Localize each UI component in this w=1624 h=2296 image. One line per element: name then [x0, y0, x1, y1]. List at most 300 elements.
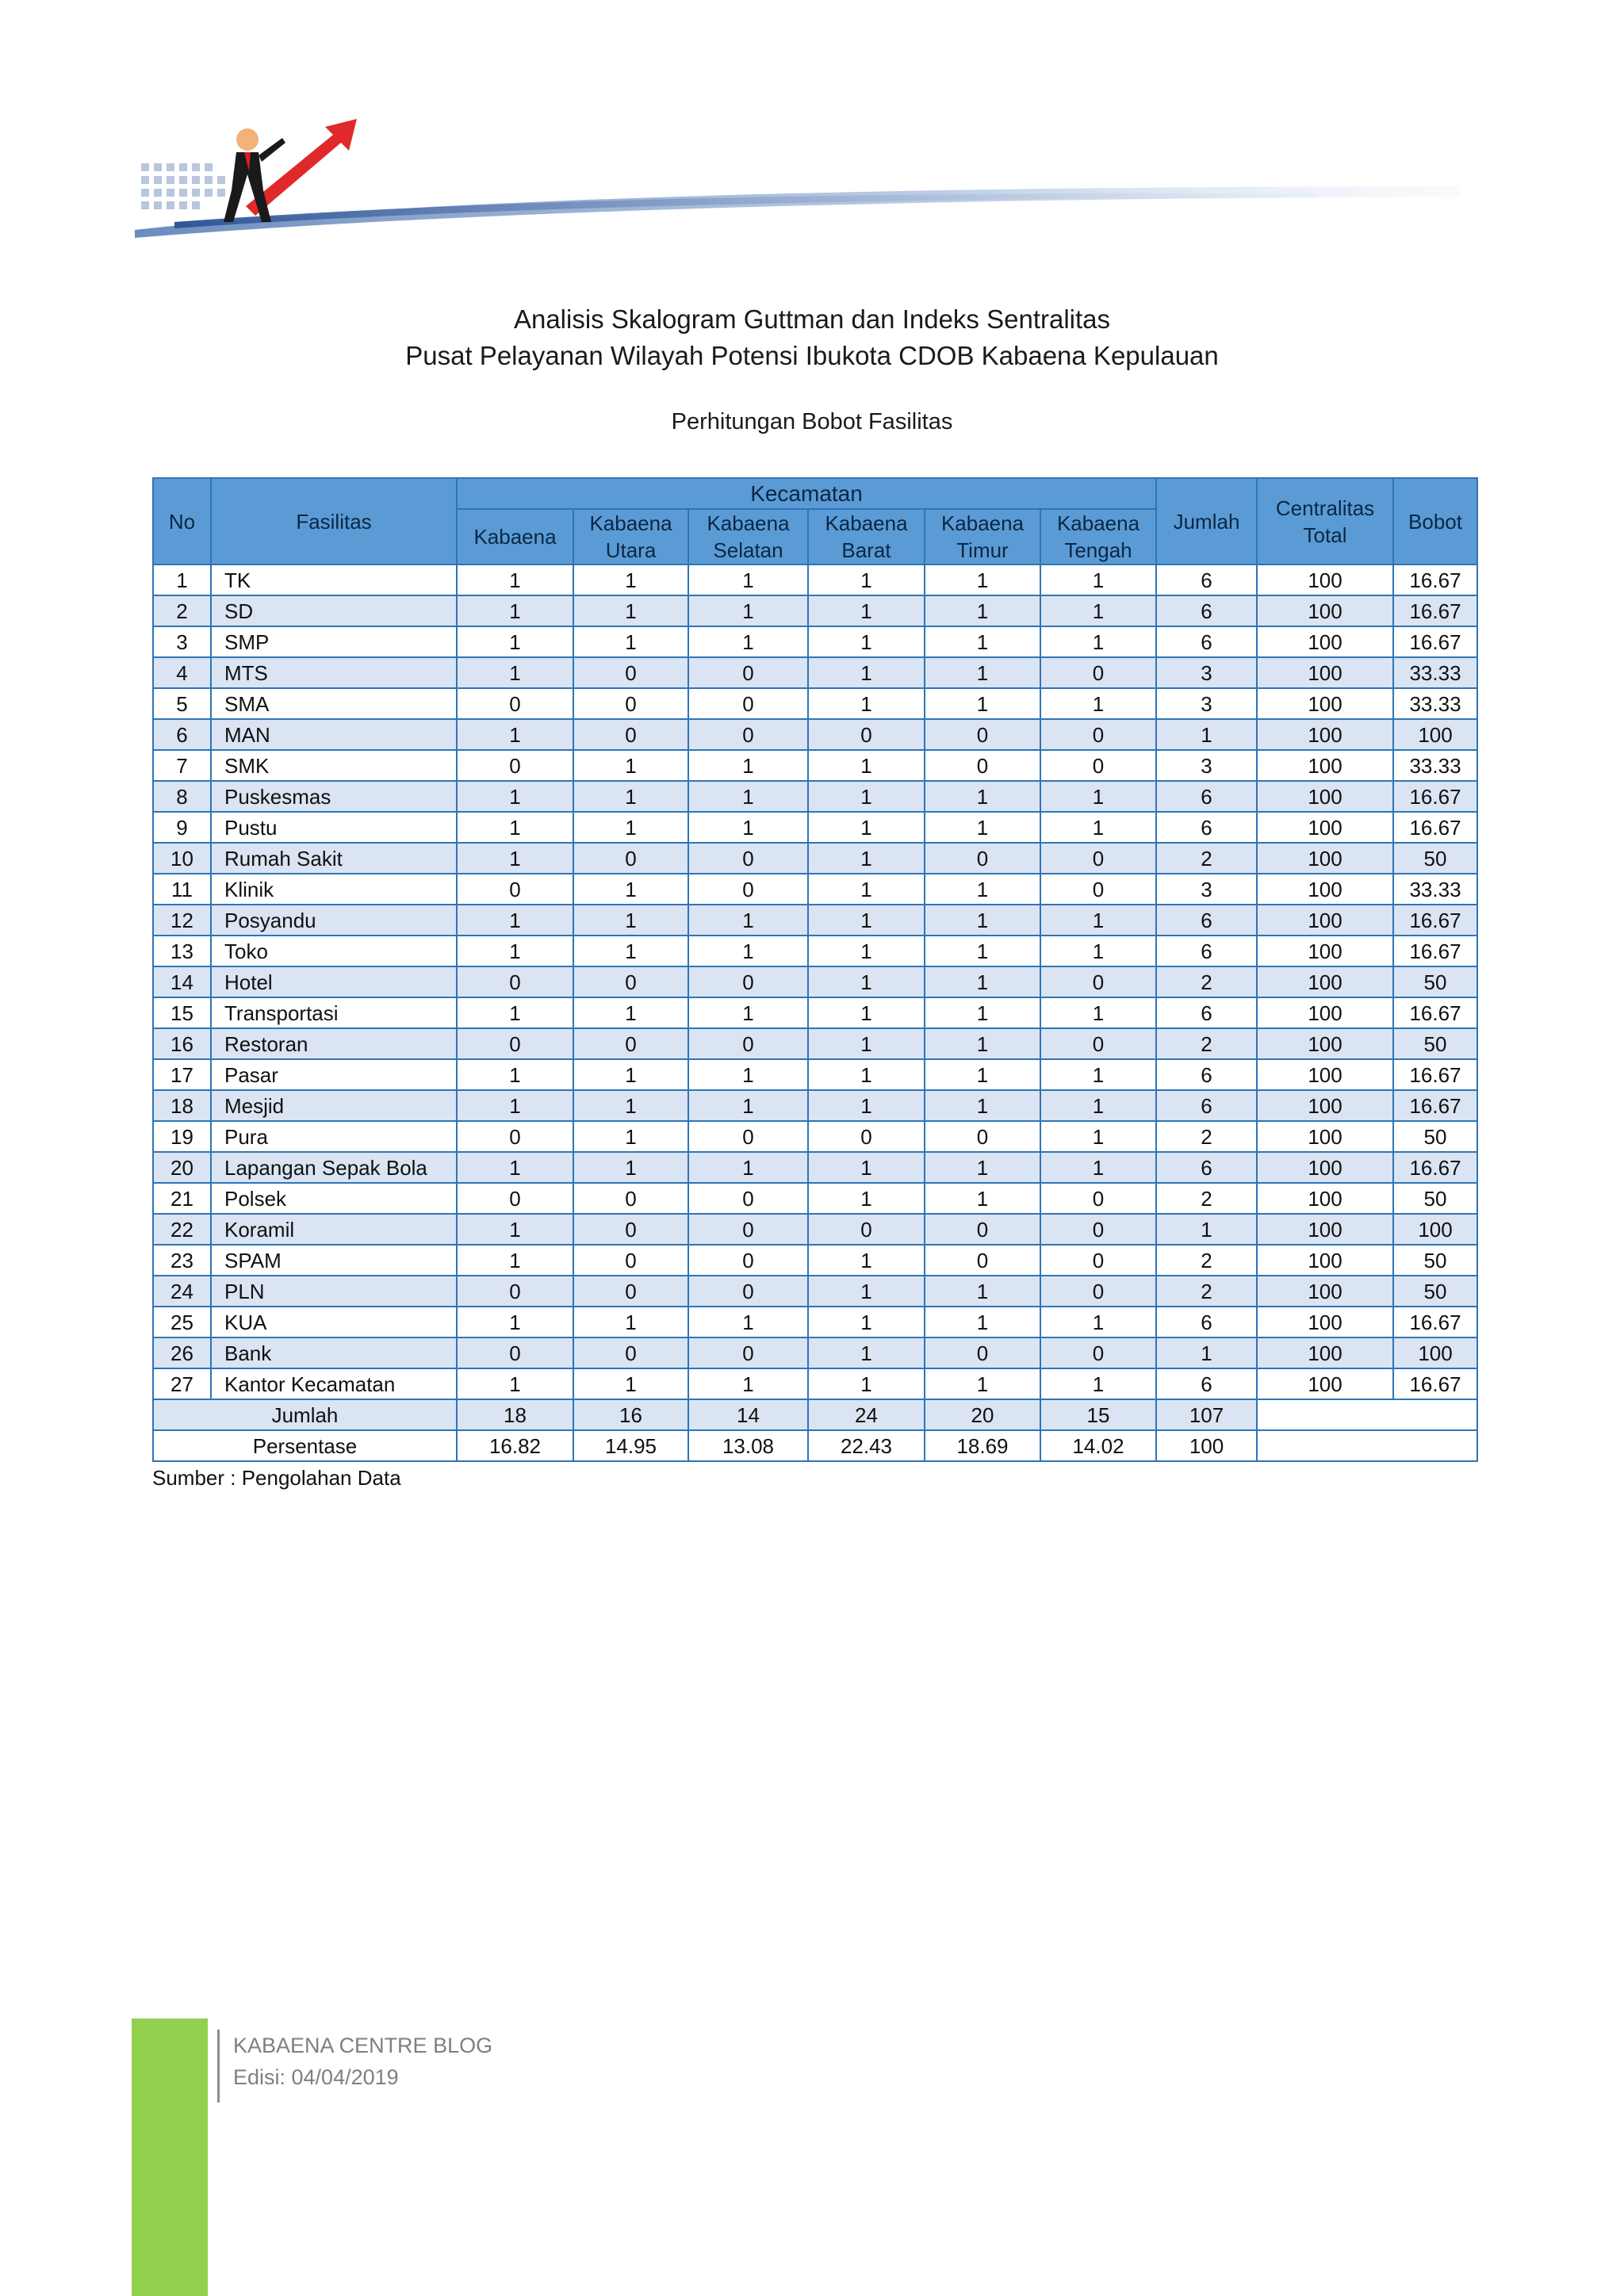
cell-jumlah: 3 [1156, 657, 1257, 688]
header-district: Kabaena Selatan [688, 509, 808, 564]
cell-district-value: 0 [925, 1337, 1040, 1368]
cell-district-value: 1 [573, 1368, 688, 1399]
table-row [153, 1245, 1477, 1276]
header-district: Kabaena Utara [573, 509, 688, 564]
cell-district-value: 1 [925, 564, 1040, 595]
cell-district-value: 1 [457, 1245, 573, 1276]
table-row [153, 688, 1477, 719]
cell-jumlah: 2 [1156, 1245, 1257, 1276]
cell-bobot: 16.67 [1393, 595, 1477, 626]
cell-district-value: 1 [925, 936, 1040, 966]
cell-no: 21 [153, 1183, 211, 1214]
cell-jumlah: 6 [1156, 1368, 1257, 1399]
cell-no: 20 [153, 1152, 211, 1183]
cell-district-value: 1 [573, 812, 688, 843]
cell-district-value: 0 [925, 1214, 1040, 1245]
cell-district-value: 0 [925, 750, 1040, 781]
cell-fasilitas: SMP [211, 626, 457, 657]
table-row [153, 781, 1477, 812]
cell-district-value: 1 [1040, 564, 1156, 595]
cell-no: 10 [153, 843, 211, 874]
cell-district-value: 1 [688, 812, 808, 843]
cell-bobot: 100 [1393, 719, 1477, 750]
cell-district-value: 1 [457, 781, 573, 812]
cell-district-value: 1 [688, 905, 808, 936]
table-row [153, 1183, 1477, 1214]
cell-district-value: 1 [808, 1059, 925, 1090]
cell-district-value: 1 [1040, 688, 1156, 719]
cell-district-value: 1 [808, 812, 925, 843]
cell-district-value: 0 [573, 657, 688, 688]
table-row [153, 966, 1477, 997]
cell-district-value: 1 [688, 595, 808, 626]
cell-fasilitas: TK [211, 564, 457, 595]
cell-district-value: 1 [808, 626, 925, 657]
cell-centralitas: 100 [1257, 966, 1393, 997]
cell-district-value: 1 [573, 595, 688, 626]
cell-jumlah: 3 [1156, 688, 1257, 719]
cell-fasilitas: SD [211, 595, 457, 626]
facility-weight-table [152, 477, 1478, 1462]
cell-fasilitas: Bank [211, 1337, 457, 1368]
cell-district-value: 0 [925, 719, 1040, 750]
cell-district-value: 1 [573, 874, 688, 905]
cell-district-value: 1 [925, 1090, 1040, 1121]
cell-district-value: 1 [808, 1152, 925, 1183]
cell-district-value: 1 [573, 750, 688, 781]
cell-district-value: 1 [808, 1183, 925, 1214]
cell-jumlah: 6 [1156, 1059, 1257, 1090]
cell-bobot: 16.67 [1393, 997, 1477, 1028]
cell-district-value: 0 [1040, 1245, 1156, 1276]
footer-divider [217, 2030, 220, 2103]
cell-centralitas: 100 [1257, 1307, 1393, 1337]
cell-district-value: 1 [925, 781, 1040, 812]
cell-no: 15 [153, 997, 211, 1028]
cell-fasilitas: Puskesmas [211, 781, 457, 812]
cell-district-value: 1 [1040, 1152, 1156, 1183]
table-row [153, 1368, 1477, 1399]
cell-district-value: 1 [457, 657, 573, 688]
cell-centralitas: 100 [1257, 1090, 1393, 1121]
cell-district-value: 0 [1040, 1276, 1156, 1307]
cell-district-value: 1 [457, 936, 573, 966]
cell-district-value: 0 [1040, 1183, 1156, 1214]
cell-district-value: 1 [457, 595, 573, 626]
summary-cell: 14.95 [573, 1430, 688, 1461]
cell-fasilitas: Mesjid [211, 1090, 457, 1121]
cell-no: 18 [153, 1090, 211, 1121]
table-row [153, 1276, 1477, 1307]
summary-empty [1257, 1399, 1477, 1430]
cell-fasilitas: MAN [211, 719, 457, 750]
table-row [153, 719, 1477, 750]
cell-district-value: 0 [1040, 1028, 1156, 1059]
footer-edition: Edisi: 04/04/2019 [233, 2065, 399, 2089]
cell-no: 16 [153, 1028, 211, 1059]
cell-district-value: 1 [925, 1183, 1040, 1214]
cell-district-value: 0 [457, 750, 573, 781]
summary-total: 107 [1156, 1399, 1257, 1430]
footer-blog-name: KABAENA CENTRE BLOG [233, 2034, 493, 2057]
cell-district-value: 1 [808, 1276, 925, 1307]
cell-jumlah: 6 [1156, 595, 1257, 626]
header-banner [127, 111, 1459, 246]
cell-fasilitas: Restoran [211, 1028, 457, 1059]
cell-district-value: 0 [573, 966, 688, 997]
cell-bobot: 16.67 [1393, 1090, 1477, 1121]
cell-no: 26 [153, 1337, 211, 1368]
cell-district-value: 0 [688, 1028, 808, 1059]
cell-jumlah: 6 [1156, 997, 1257, 1028]
table-row [153, 750, 1477, 781]
cell-bobot: 16.67 [1393, 1307, 1477, 1337]
cell-district-value: 0 [573, 1183, 688, 1214]
table-row [153, 905, 1477, 936]
header-bobot: Bobot [1393, 478, 1477, 564]
cell-centralitas: 100 [1257, 936, 1393, 966]
cell-bobot: 50 [1393, 1276, 1477, 1307]
cell-district-value: 1 [1040, 905, 1156, 936]
cell-district-value: 1 [925, 1059, 1040, 1090]
cell-district-value: 1 [573, 905, 688, 936]
table-row [153, 1337, 1477, 1368]
cell-bobot: 16.67 [1393, 781, 1477, 812]
cell-centralitas: 100 [1257, 1059, 1393, 1090]
cell-district-value: 0 [688, 966, 808, 997]
cell-district-value: 1 [457, 1307, 573, 1337]
cell-no: 8 [153, 781, 211, 812]
cell-district-value: 1 [573, 1121, 688, 1152]
cell-district-value: 1 [925, 688, 1040, 719]
cell-jumlah: 1 [1156, 719, 1257, 750]
cell-district-value: 1 [925, 1028, 1040, 1059]
table-row [153, 1152, 1477, 1183]
cell-centralitas: 100 [1257, 1214, 1393, 1245]
cell-district-value: 0 [925, 1245, 1040, 1276]
cell-district-value: 0 [573, 843, 688, 874]
cell-district-value: 0 [688, 1214, 808, 1245]
cell-district-value: 0 [688, 1276, 808, 1307]
cell-district-value: 0 [573, 688, 688, 719]
cell-fasilitas: Lapangan Sepak Bola [211, 1152, 457, 1183]
cell-district-value: 1 [808, 1245, 925, 1276]
summary-empty [1257, 1430, 1477, 1461]
table-row [153, 1214, 1477, 1245]
cell-centralitas: 100 [1257, 812, 1393, 843]
cell-bobot: 50 [1393, 966, 1477, 997]
cell-no: 25 [153, 1307, 211, 1337]
cell-no: 2 [153, 595, 211, 626]
cell-district-value: 0 [688, 719, 808, 750]
cell-centralitas: 100 [1257, 1368, 1393, 1399]
cell-district-value: 1 [457, 997, 573, 1028]
cell-bobot: 16.67 [1393, 936, 1477, 966]
cell-district-value: 1 [925, 1307, 1040, 1337]
cell-district-value: 1 [688, 1090, 808, 1121]
summary-cell: 16 [573, 1399, 688, 1430]
cell-district-value: 0 [688, 1245, 808, 1276]
cell-jumlah: 6 [1156, 1090, 1257, 1121]
cell-district-value: 1 [457, 1214, 573, 1245]
cell-district-value: 1 [1040, 1368, 1156, 1399]
cell-district-value: 1 [457, 1090, 573, 1121]
cell-district-value: 1 [808, 657, 925, 688]
cell-no: 22 [153, 1214, 211, 1245]
cell-district-value: 1 [457, 905, 573, 936]
cell-district-value: 1 [808, 905, 925, 936]
cell-fasilitas: Koramil [211, 1214, 457, 1245]
cell-bobot: 16.67 [1393, 626, 1477, 657]
cell-district-value: 1 [457, 719, 573, 750]
header-centralitas: Centralitas Total [1257, 478, 1393, 564]
header-district: Kabaena Timur [925, 509, 1040, 564]
table-body [153, 564, 1477, 1399]
summary-cell: 20 [925, 1399, 1040, 1430]
footer-accent-bar [132, 2019, 208, 2296]
cell-district-value: 1 [808, 1337, 925, 1368]
cell-district-value: 0 [688, 688, 808, 719]
cell-district-value: 1 [688, 1368, 808, 1399]
table-row [153, 874, 1477, 905]
cell-fasilitas: MTS [211, 657, 457, 688]
cell-district-value: 1 [925, 595, 1040, 626]
cell-district-value: 1 [688, 781, 808, 812]
summary-label: Persentase [153, 1430, 457, 1461]
cell-district-value: 0 [1040, 874, 1156, 905]
cell-district-value: 0 [1040, 843, 1156, 874]
cell-district-value: 1 [457, 564, 573, 595]
cell-district-value: 0 [457, 1028, 573, 1059]
cell-no: 27 [153, 1368, 211, 1399]
table-row [153, 1059, 1477, 1090]
header-district: Kabaena [457, 509, 573, 564]
cell-district-value: 1 [808, 843, 925, 874]
cell-jumlah: 6 [1156, 905, 1257, 936]
summary-cell: 22.43 [808, 1430, 925, 1461]
cell-district-value: 1 [1040, 1090, 1156, 1121]
cell-centralitas: 100 [1257, 1183, 1393, 1214]
cell-district-value: 1 [1040, 1121, 1156, 1152]
cell-district-value: 1 [573, 564, 688, 595]
cell-fasilitas: PLN [211, 1276, 457, 1307]
cell-district-value: 1 [808, 874, 925, 905]
cell-fasilitas: Toko [211, 936, 457, 966]
cell-district-value: 0 [573, 1214, 688, 1245]
cell-district-value: 0 [688, 843, 808, 874]
cell-district-value: 0 [688, 657, 808, 688]
cell-district-value: 0 [457, 1337, 573, 1368]
cell-district-value: 0 [457, 1121, 573, 1152]
summary-cell: 18 [457, 1399, 573, 1430]
summary-row-jumlah [153, 1399, 1477, 1430]
cell-no: 11 [153, 874, 211, 905]
cell-bobot: 50 [1393, 1183, 1477, 1214]
cell-no: 9 [153, 812, 211, 843]
cell-district-value: 0 [688, 1121, 808, 1152]
cell-district-value: 0 [1040, 1214, 1156, 1245]
cell-fasilitas: Rumah Sakit [211, 843, 457, 874]
cell-district-value: 0 [1040, 657, 1156, 688]
cell-jumlah: 3 [1156, 874, 1257, 905]
summary-cell: 14.02 [1040, 1430, 1156, 1461]
cell-fasilitas: Transportasi [211, 997, 457, 1028]
cell-no: 3 [153, 626, 211, 657]
cell-jumlah: 6 [1156, 936, 1257, 966]
cell-district-value: 1 [925, 626, 1040, 657]
cell-no: 17 [153, 1059, 211, 1090]
cell-district-value: 0 [688, 874, 808, 905]
cell-jumlah: 3 [1156, 750, 1257, 781]
cell-district-value: 1 [808, 595, 925, 626]
cell-jumlah: 6 [1156, 1307, 1257, 1337]
cell-district-value: 1 [1040, 812, 1156, 843]
cell-district-value: 1 [808, 750, 925, 781]
header-district: Kabaena Tengah [1040, 509, 1156, 564]
cell-fasilitas: Klinik [211, 874, 457, 905]
cell-bobot: 33.33 [1393, 750, 1477, 781]
cell-district-value: 0 [457, 688, 573, 719]
table-row [153, 936, 1477, 966]
document-title-line2: Pusat Pelayanan Wilayah Potensi Ibukota CDOB Kabaena Kepulauan [405, 341, 1219, 370]
cell-district-value: 0 [573, 719, 688, 750]
cell-bobot: 50 [1393, 1028, 1477, 1059]
cell-district-value: 0 [573, 1337, 688, 1368]
cell-district-value: 1 [457, 812, 573, 843]
cell-fasilitas: Pura [211, 1121, 457, 1152]
cell-district-value: 1 [1040, 997, 1156, 1028]
summary-cell: 13.08 [688, 1430, 808, 1461]
cell-district-value: 1 [808, 997, 925, 1028]
cell-district-value: 1 [808, 936, 925, 966]
cell-no: 12 [153, 905, 211, 936]
cell-district-value: 1 [808, 1368, 925, 1399]
cell-district-value: 0 [925, 843, 1040, 874]
cell-no: 5 [153, 688, 211, 719]
cell-district-value: 1 [925, 657, 1040, 688]
cell-no: 13 [153, 936, 211, 966]
cell-district-value: 1 [925, 997, 1040, 1028]
cell-district-value: 1 [573, 1059, 688, 1090]
cell-centralitas: 100 [1257, 1337, 1393, 1368]
cell-centralitas: 100 [1257, 564, 1393, 595]
cell-jumlah: 6 [1156, 626, 1257, 657]
cell-district-value: 0 [573, 1276, 688, 1307]
cell-no: 24 [153, 1276, 211, 1307]
cell-district-value: 1 [1040, 1059, 1156, 1090]
cell-centralitas: 100 [1257, 997, 1393, 1028]
cell-district-value: 1 [925, 812, 1040, 843]
cell-fasilitas: Hotel [211, 966, 457, 997]
cell-district-value: 1 [573, 1090, 688, 1121]
cell-centralitas: 100 [1257, 688, 1393, 719]
table-row [153, 564, 1477, 595]
cell-district-value: 0 [573, 1028, 688, 1059]
cell-jumlah: 1 [1156, 1214, 1257, 1245]
header-jumlah: Jumlah [1156, 478, 1257, 564]
cell-bobot: 16.67 [1393, 1368, 1477, 1399]
cell-district-value: 1 [573, 781, 688, 812]
cell-district-value: 1 [808, 1028, 925, 1059]
title-block [0, 301, 1624, 374]
cell-district-value: 0 [457, 966, 573, 997]
cell-district-value: 1 [457, 1152, 573, 1183]
cell-district-value: 1 [688, 1307, 808, 1337]
cell-district-value: 0 [1040, 1337, 1156, 1368]
cell-district-value: 0 [688, 1337, 808, 1368]
cell-district-value: 1 [573, 997, 688, 1028]
cell-district-value: 0 [808, 1214, 925, 1245]
cell-district-value: 1 [925, 1152, 1040, 1183]
table-row [153, 1307, 1477, 1337]
cell-jumlah: 2 [1156, 1183, 1257, 1214]
cell-no: 19 [153, 1121, 211, 1152]
cell-no: 6 [153, 719, 211, 750]
cell-district-value: 1 [1040, 781, 1156, 812]
cell-bobot: 100 [1393, 1214, 1477, 1245]
cell-bobot: 16.67 [1393, 564, 1477, 595]
cell-centralitas: 100 [1257, 595, 1393, 626]
cell-district-value: 0 [573, 1245, 688, 1276]
cell-bobot: 16.67 [1393, 905, 1477, 936]
cell-jumlah: 6 [1156, 564, 1257, 595]
cell-district-value: 1 [925, 905, 1040, 936]
table-row [153, 1121, 1477, 1152]
cell-centralitas: 100 [1257, 781, 1393, 812]
document-title: Analisis Skalogram Guttman dan Indeks Sentralitas [513, 304, 1111, 334]
header-fasilitas: Fasilitas [211, 478, 457, 564]
header-district: Kabaena Barat [808, 509, 925, 564]
cell-district-value: 0 [1040, 966, 1156, 997]
cell-centralitas: 100 [1257, 1245, 1393, 1276]
cell-district-value: 1 [457, 1059, 573, 1090]
summary-row-persentase [153, 1430, 1477, 1461]
cell-district-value: 0 [1040, 750, 1156, 781]
table-row [153, 843, 1477, 874]
summary-cell: 24 [808, 1399, 925, 1430]
summary-cell: 14 [688, 1399, 808, 1430]
cell-no: 14 [153, 966, 211, 997]
cell-district-value: 0 [925, 1121, 1040, 1152]
cell-bobot: 100 [1393, 1337, 1477, 1368]
cell-district-value: 1 [1040, 936, 1156, 966]
cell-fasilitas: Posyandu [211, 905, 457, 936]
cell-jumlah: 1 [1156, 1337, 1257, 1368]
cell-district-value: 1 [688, 564, 808, 595]
cell-district-value: 1 [925, 874, 1040, 905]
cell-jumlah: 2 [1156, 1028, 1257, 1059]
cell-district-value: 1 [688, 1152, 808, 1183]
cell-centralitas: 100 [1257, 1121, 1393, 1152]
cell-district-value: 1 [808, 564, 925, 595]
cell-district-value: 1 [1040, 1307, 1156, 1337]
cell-district-value: 1 [688, 936, 808, 966]
table-row [153, 812, 1477, 843]
cell-fasilitas: Pustu [211, 812, 457, 843]
cell-district-value: 1 [1040, 626, 1156, 657]
cell-jumlah: 2 [1156, 1276, 1257, 1307]
cell-district-value: 1 [688, 1059, 808, 1090]
cell-jumlah: 2 [1156, 1121, 1257, 1152]
cell-fasilitas: KUA [211, 1307, 457, 1337]
table-row [153, 657, 1477, 688]
summary-cell: 18.69 [925, 1430, 1040, 1461]
summary-cell: 15 [1040, 1399, 1156, 1430]
cell-district-value: 1 [808, 1090, 925, 1121]
cell-district-value: 0 [1040, 719, 1156, 750]
summary-total: 100 [1156, 1430, 1257, 1461]
cell-centralitas: 100 [1257, 750, 1393, 781]
